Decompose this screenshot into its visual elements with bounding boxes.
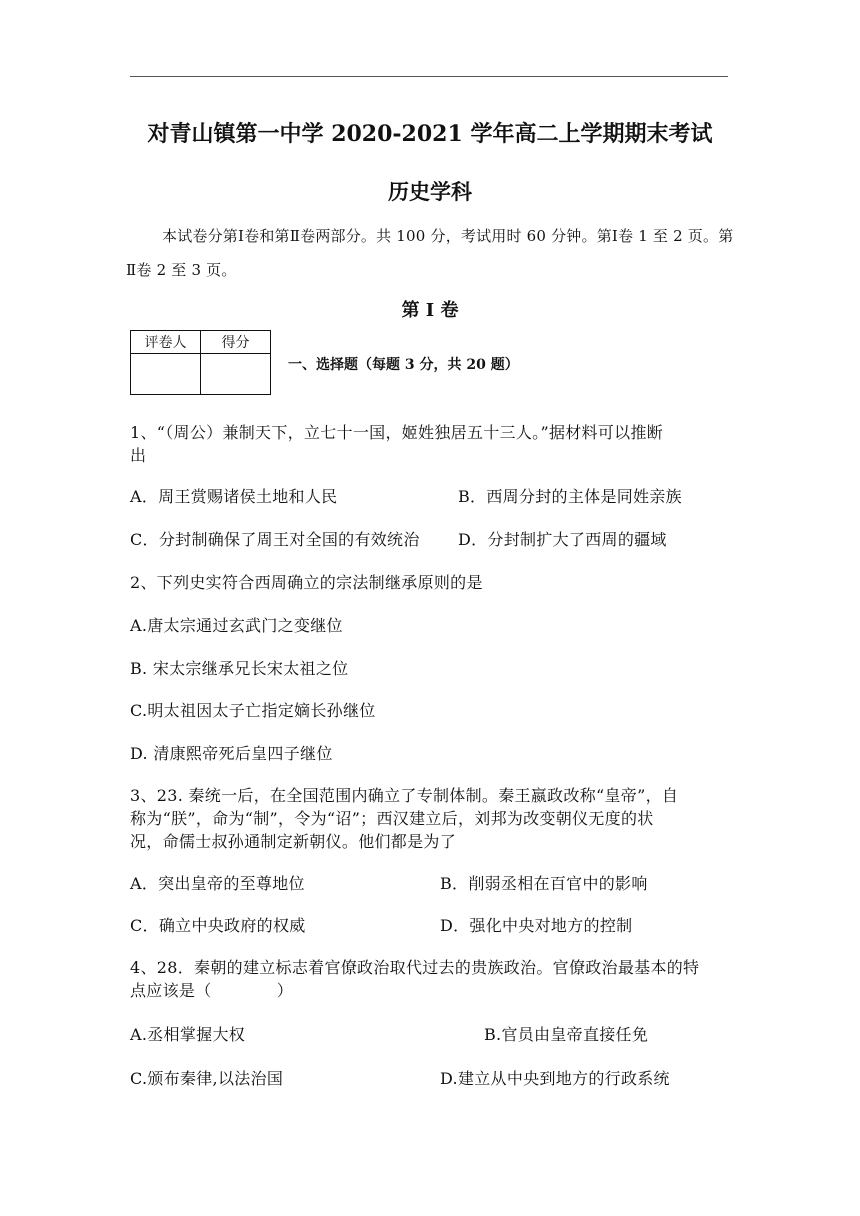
score-table-score-header: 得分: [201, 331, 271, 354]
question-1-option-b: B．西周分封的主体是同姓亲族: [458, 487, 682, 506]
question-3-option-c: C．确立中央政府的权威: [130, 916, 306, 935]
question-4-option-d: D.建立从中央到地方的行政系统: [440, 1069, 670, 1088]
question-1-option-c: C．分封制确保了周王对全国的有效统治: [130, 530, 420, 549]
question-3-option-b: B．削弱丞相在百官中的影响: [440, 874, 648, 893]
question-4-option-b: B.官员由皇帝直接任免: [484, 1025, 649, 1044]
question-3-option-a: A．突出皇帝的至尊地位: [130, 874, 305, 893]
question-2-option-b: B. 宋太宗继承兄长宋太祖之位: [130, 659, 349, 678]
question-3-stem-line-1: 3、23. 秦统一后，在全国范围内确立了专制体制。秦王嬴政改称“皇帝”，自: [130, 786, 679, 805]
score-table-grader-header: 评卷人: [131, 331, 201, 354]
subject-title: 历史学科: [388, 179, 472, 204]
question-1-stem-line-2: 出: [130, 446, 147, 465]
score-table-grader-cell: [131, 354, 201, 395]
question-3-stem-line-2: 称为“朕”，命为“制”，令为“诏”；西汉建立后，刘邦为改变朝仪无度的状: [130, 809, 654, 828]
question-4-option-a: A.丞相掌握大权: [130, 1025, 246, 1044]
score-table: [130, 330, 271, 395]
question-2-stem-line-1: 2、下列史实符合西周确立的宗法制继承原则的是: [130, 573, 483, 592]
question-4-option-c: C.颁布秦律,以法治国: [130, 1069, 284, 1088]
question-2-option-d: D. 清康熙帝死后皇四子继位: [130, 744, 333, 763]
intro-line-1: 本试卷分第Ⅰ卷和第Ⅱ卷两部分。共 100 分，考试用时 60 分钟。第Ⅰ卷 1 至 2 页。第: [162, 227, 734, 245]
question-1-option-d: D．分封制扩大了西周的疆域: [458, 530, 667, 549]
question-3-option-d: D．强化中央对地方的控制: [440, 916, 633, 935]
intro-line-2: Ⅱ卷 2 至 3 页。: [126, 261, 237, 279]
question-1-option-a: A．周王赏赐诸侯土地和人民: [130, 487, 338, 506]
question-4-stem-line-2: 点应该是（ ）: [130, 981, 294, 1000]
volume-title: 第 Ⅰ 卷: [401, 300, 459, 321]
question-1-stem-line-1: 1、“（周公）兼制天下，立七十一国，姬姓独居五十三人。”据材料可以推断: [130, 423, 664, 442]
header-rule: [130, 76, 728, 77]
section-title: 一、选择题（每题 3 分，共 20 题）: [288, 357, 519, 373]
question-4-stem-line-1: 4、28．秦朝的建立标志着官僚政治取代过去的贵族政治。官僚政治最基本的特: [130, 958, 700, 977]
question-2-option-a: A.唐太宗通过玄武门之变继位: [130, 616, 343, 635]
question-2-option-c: C.明太祖因太子亡指定嫡长孙继位: [130, 701, 376, 720]
score-table-score-cell: [201, 354, 271, 395]
exam-title: 对青山镇第一中学 2020-2021 学年高二上学期期末考试: [147, 121, 713, 147]
question-3-stem-line-3: 况，命儒士叔孙通制定新朝仪。他们都是为了: [130, 832, 457, 851]
